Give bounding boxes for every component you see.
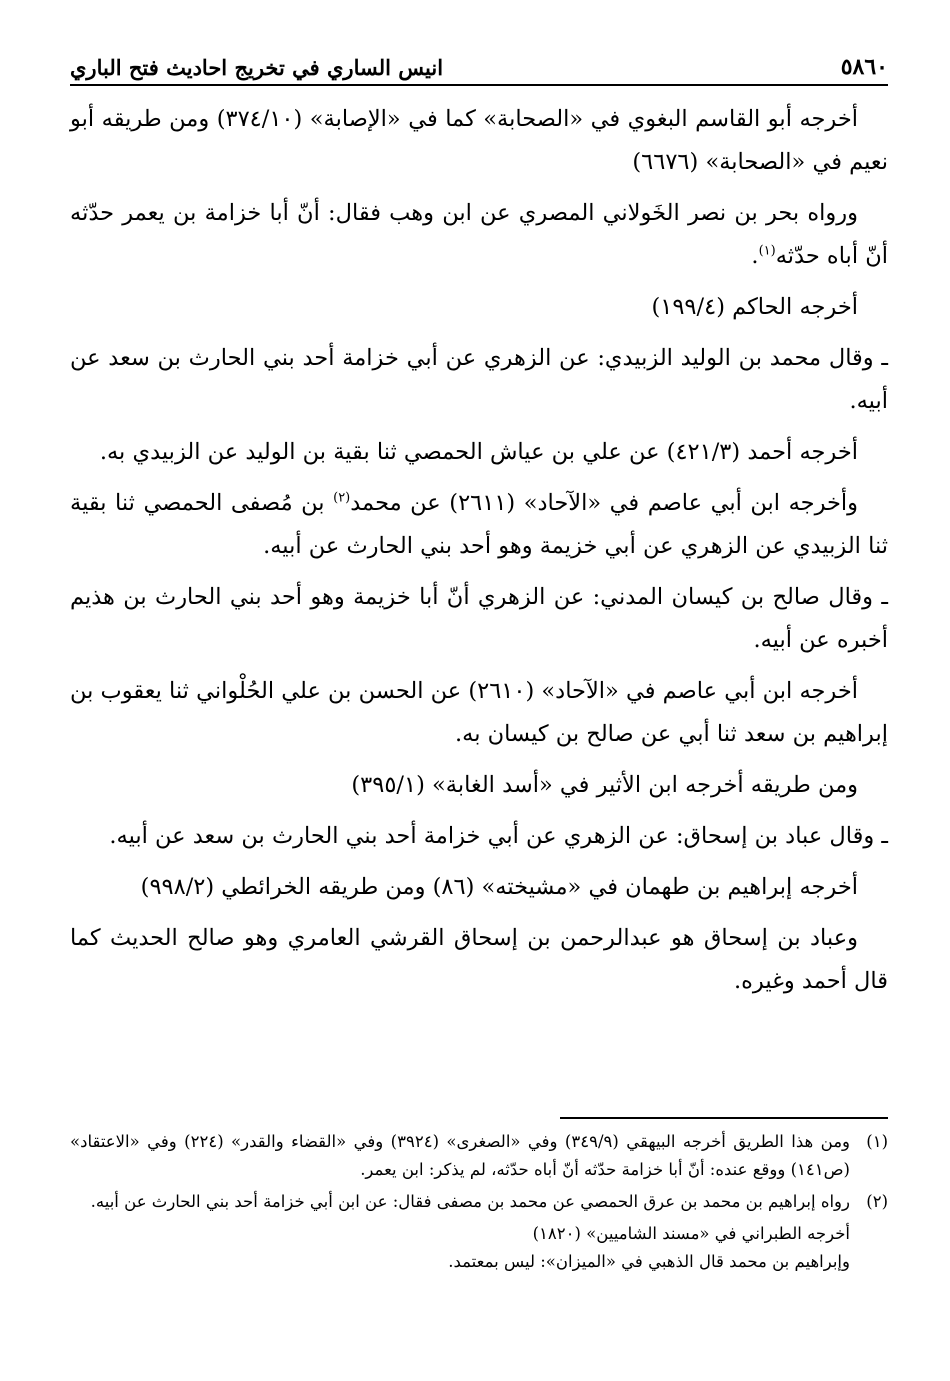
paragraph — [70, 482, 888, 568]
running-head — [70, 36, 888, 86]
footnote-number: (٢) — [866, 1192, 888, 1211]
footnote-separator — [560, 1117, 888, 1119]
footnote-number: (١) — [866, 1132, 888, 1151]
paragraph: ـ وقال صالح بن كيسان المدني: عن الزهري أنّ أبا خزيمة وهو أحد بني الحارث بن هذيم أخبره عن أبيه. — [70, 584, 888, 653]
footnotes — [70, 1128, 888, 1276]
footnote-ref[interactable]: (١) — [758, 243, 776, 259]
paragraph: أخرجه أبو القاسم البغوي في «الصحابة» كما في «الإصابة» (٣٧٤/١٠) ومن طريقه أبو نعيم في «الصحابة» (٦٦٧٦) — [70, 106, 888, 175]
main-text — [70, 98, 888, 1011]
paragraph: أخرجه ابن أبي عاصم في «الآحاد» (٢٦١٠) عن الحسن بن علي الحُلْواني ثنا يعقوب بن إبراهيم بن سعد ثنا أبي عن صالح بن كيسان به. — [70, 678, 888, 747]
paragraph: أخرجه أحمد (٤٢١/٣) عن علي بن عياش الحمصي ثنا بقية بن الوليد عن الزبيدي به. — [99, 439, 858, 465]
paragraph: ـ وقال محمد بن الوليد الزبيدي: عن الزهري عن أبي خزامة أحد بني الحارث بن سعد عن أبيه. — [70, 345, 888, 414]
footnote-ref[interactable]: (٢) — [333, 490, 351, 506]
paragraph-text: وأخرجه ابن أبي عاصم في «الآحاد» (٢٦١١) عن محمد — [350, 490, 859, 516]
paragraph: ومن طريقه أخرجه ابن الأثير في «أسد الغابة» (٣٩٥/١) — [351, 772, 858, 798]
footnote — [70, 1128, 888, 1184]
paragraph-text: ورواه بحر بن نصر الخَولاني المصري عن ابن وهب فقال: أنّ أبا خزامة بن يعمر حدّثه أنّ أباه حدّثه — [70, 200, 888, 269]
paragraph: وعباد بن إسحاق هو عبدالرحمن بن إسحاق القرشي العامري وهو صالح الحديث كما قال أحمد وغيره. — [70, 925, 888, 994]
footnote — [70, 1188, 888, 1216]
page-number: ٥٨٦٠ — [840, 54, 888, 80]
footnote-text: ومن هذا الطريق أخرجه البيهقي (٣٤٩/٩) وفي «الصغرى» (٣٩٢٤) وفي «القضاء والقدر» (٢٢٤) وفي «الاعتقاد» (ص١٤١) ووقع عنده: أنّ أبا خزامة حدّثه أنّ أباه حدّثه، لم يذكر: ابن يعمر. — [70, 1132, 850, 1179]
paragraph: أخرجه إبراهيم بن طهمان في «مشيخته» (٨٦) ومن طريقه الخرائطي (٩٩٨/٢) — [140, 874, 858, 900]
paragraph: ـ وقال عباد بن إسحاق: عن الزهري عن أبي خزامة أحد بني الحارث بن سعد عن أبيه. — [109, 823, 888, 849]
footnote-line: أخرجه الطبراني في «مسند الشاميين» (١٨٢٠) — [532, 1224, 850, 1243]
book-title: انيس الساري في تخريج احاديث فتح الباري — [70, 55, 444, 80]
paragraph: أخرجه الحاكم (١٩٩/٤) — [651, 294, 858, 320]
footnote-text: رواه إبراهيم بن محمد بن عرق الحمصي عن محمد بن مصفى فقال: عن ابن أبي خزامة أحد بني الحارث عن أبيه. — [90, 1192, 850, 1211]
paragraph-text: بن مُصفى الحمصي ثنا بقية ثنا الزبيدي عن الزهري عن أبي خزيمة وهو أحد بني الحارث عن أبيه. — [70, 490, 888, 559]
footnote-line: وإبراهيم بن محمد قال الذهبي في «الميزان»: ليس بمعتمد. — [448, 1252, 850, 1271]
paragraph: ورواه بحر بن نصر الخَولاني المصري عن ابن وهب فقال: أنّ أبا خزامة بن يعمر حدّثه أنّ أباه حدّثه$^{(١)}$. — [70, 200, 888, 269]
